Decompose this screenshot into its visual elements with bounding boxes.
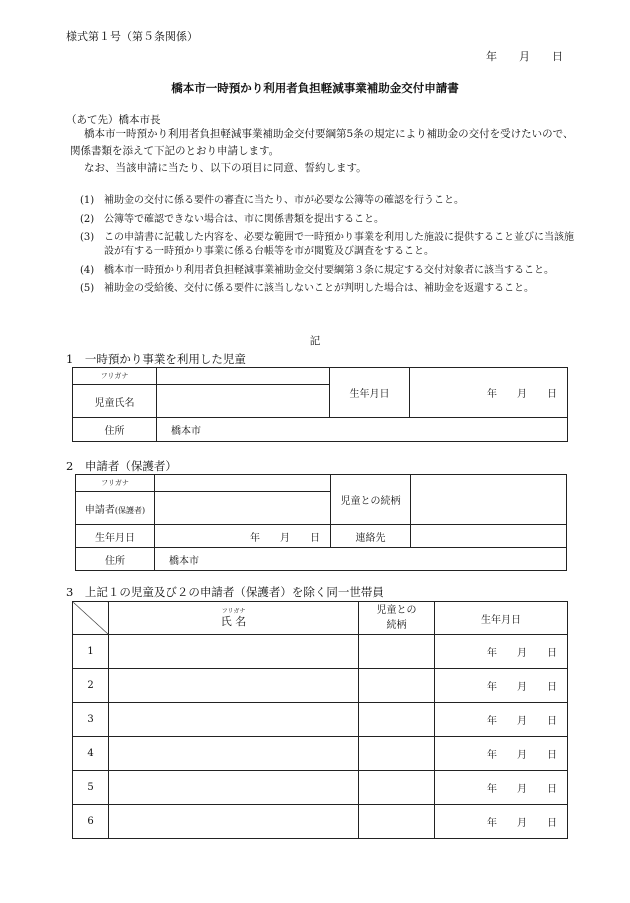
member-birth-input[interactable]	[435, 703, 568, 737]
relation-label: 児童との続柄	[331, 475, 411, 525]
household-table	[72, 601, 568, 839]
member-birth-year: 年	[487, 818, 497, 829]
applicant-name-label	[76, 492, 155, 525]
member-birth-year: 年	[487, 716, 497, 727]
member-birth-year: 年	[487, 784, 497, 795]
consent-item-text: 公簿等で確認できない場合は、市に関係書類を提出すること。	[104, 213, 384, 225]
child-address-value: 橋本市	[171, 426, 201, 437]
member-name-input[interactable]	[109, 669, 359, 703]
child-birth-day: 日	[547, 389, 557, 400]
applicant-name-text: 申請者	[84, 504, 115, 516]
member-birth-month: 月	[517, 818, 527, 829]
applicant-name-input[interactable]	[155, 492, 331, 525]
consent-item-number: (4)	[80, 264, 95, 276]
member-birth-input[interactable]	[435, 737, 568, 771]
addressee: （あて先）橋本市長	[66, 114, 161, 126]
consent-item	[80, 282, 580, 296]
child-table	[72, 367, 568, 442]
member-birth-month: 月	[517, 648, 527, 659]
contact-label: 連絡先	[331, 525, 411, 548]
relation-header-line2: 続柄	[386, 620, 407, 631]
consent-item-number: (1)	[80, 195, 95, 206]
member-birth-input[interactable]	[435, 771, 568, 805]
member-birth-day: 日	[547, 716, 557, 727]
member-birth-year: 年	[487, 750, 497, 761]
consent-item-text: 橋本市一時預かり利用者負担軽減事業補助金交付要綱第３条に規定する交付対象者に該当すること。	[104, 264, 554, 276]
consent-item	[80, 231, 580, 259]
section3-title: 3 上記１の児童及び２の申請者（保護者）を除く同一世帯員	[66, 585, 384, 599]
member-birth-day: 日	[547, 682, 557, 693]
application-statement: 橋本市一時預かり利用者負担軽減事業補助金交付要綱第5条の規定により補助金の交付を受けたいので、関係書類を添えて下記のとおり申請します。	[70, 128, 574, 157]
member-birth-month: 月	[517, 682, 527, 693]
household-row	[73, 805, 568, 839]
consent-items	[80, 194, 580, 301]
member-name-input[interactable]	[109, 771, 359, 805]
section2-title: 2 申請者（保護者）	[66, 459, 177, 473]
form-number: 様式第１号（第５条関係）	[66, 30, 198, 43]
member-birth-input[interactable]	[435, 635, 568, 669]
date-year-label: 年	[486, 50, 497, 63]
applicant-furigana-input[interactable]	[155, 475, 331, 492]
child-birth-input[interactable]	[410, 368, 568, 418]
consent-item-text: 補助金の受給後、交付に係る要件に該当しないことが判明した場合は、補助金を返還すること。	[104, 283, 534, 294]
row-number: 4	[73, 737, 109, 771]
name-header-furigana: フリガナ	[221, 608, 246, 615]
household-row	[73, 771, 568, 805]
child-name-input[interactable]	[157, 385, 330, 418]
member-relation-input[interactable]	[359, 737, 435, 771]
member-birth-day: 日	[547, 818, 557, 829]
member-birth-day: 日	[547, 648, 557, 659]
consent-item-number: (3)	[80, 232, 95, 243]
child-birth-month: 月	[517, 389, 527, 400]
member-birth-month: 月	[517, 784, 527, 795]
member-name-input[interactable]	[109, 737, 359, 771]
ki-mark: 記	[309, 335, 321, 347]
applicant-address-value: 橋本市	[169, 555, 199, 567]
child-furigana-input[interactable]	[157, 368, 330, 385]
row-number: 1	[73, 635, 109, 669]
child-birth-year: 年	[487, 389, 497, 400]
member-birth-input[interactable]	[435, 805, 568, 839]
section1-title: 1 一時預かり事業を利用した児童	[66, 352, 246, 366]
household-row	[73, 703, 568, 737]
contact-input[interactable]	[411, 525, 567, 548]
consent-item-text: この申請書に記載した内容を、必要な範囲で一時預かり事業を利用した施設に提供すること並びに当該施設が有する一時預かり事業に係る台帳等を市が閲覧及び調査をすること。	[104, 232, 574, 257]
row-number: 3	[73, 703, 109, 737]
row-number: 5	[73, 771, 109, 805]
document-title: 橋本市一時預かり利用者負担軽減事業補助金交付申請書	[171, 81, 459, 95]
member-birth-input[interactable]	[435, 669, 568, 703]
child-address-input[interactable]	[157, 418, 568, 442]
corner-cell	[73, 602, 109, 635]
household-row	[73, 737, 568, 771]
applicant-birth-input[interactable]	[155, 525, 331, 548]
date-day-label: 日	[552, 50, 563, 63]
member-relation-input[interactable]	[359, 635, 435, 669]
date-month-label: 月	[519, 50, 530, 63]
applicant-birth-day: 日	[310, 532, 320, 544]
child-birth-label: 生年月日	[330, 368, 410, 418]
name-header	[109, 602, 359, 635]
applicant-birth-month: 月	[280, 532, 290, 544]
member-birth-day: 日	[547, 750, 557, 761]
consent-statement: なお、当該申請に当たり、以下の項目に同意、誓約します。	[84, 162, 367, 174]
submission-date[interactable]	[486, 48, 585, 64]
name-header-text: 氏 名	[220, 615, 247, 628]
consent-item-number: (5)	[80, 283, 95, 294]
member-relation-input[interactable]	[359, 805, 435, 839]
member-relation-input[interactable]	[359, 669, 435, 703]
relation-header-line1: 児童との	[376, 605, 417, 616]
child-address-label: 住所	[73, 418, 157, 442]
member-birth-year: 年	[487, 648, 497, 659]
applicant-furigana-label: フリガナ	[76, 475, 155, 492]
member-relation-input[interactable]	[359, 771, 435, 805]
relation-header	[359, 602, 435, 635]
member-name-input[interactable]	[109, 805, 359, 839]
household-row	[73, 635, 568, 669]
applicant-address-input[interactable]	[155, 548, 567, 571]
consent-item	[80, 264, 580, 278]
member-birth-month: 月	[517, 716, 527, 727]
member-name-input[interactable]	[109, 703, 359, 737]
applicant-birth-label: 生年月日	[76, 525, 155, 548]
applicant-address-label: 住所	[76, 548, 155, 571]
member-name-input[interactable]	[109, 635, 359, 669]
member-birth-day: 日	[547, 784, 557, 795]
consent-item-number: (2)	[80, 213, 95, 225]
member-relation-input[interactable]	[359, 703, 435, 737]
child-furigana-label: フリガナ	[73, 368, 157, 385]
consent-item	[80, 213, 580, 227]
member-birth-year: 年	[487, 682, 497, 693]
child-name-label: 児童氏名	[73, 385, 157, 418]
applicant-table	[75, 474, 567, 571]
consent-item-text: 補助金の交付に係る要件の審査に当たり、市が必要な公簿等の確認を行うこと。	[104, 195, 464, 206]
row-number: 2	[73, 669, 109, 703]
household-row	[73, 669, 568, 703]
member-birth-month: 月	[517, 750, 527, 761]
row-number: 6	[73, 805, 109, 839]
applicant-name-sub: (保護者)	[114, 505, 146, 515]
applicant-birth-year: 年	[250, 532, 260, 544]
consent-item	[80, 194, 580, 208]
birth-header: 生年月日	[435, 602, 568, 635]
relation-input[interactable]	[411, 475, 567, 525]
